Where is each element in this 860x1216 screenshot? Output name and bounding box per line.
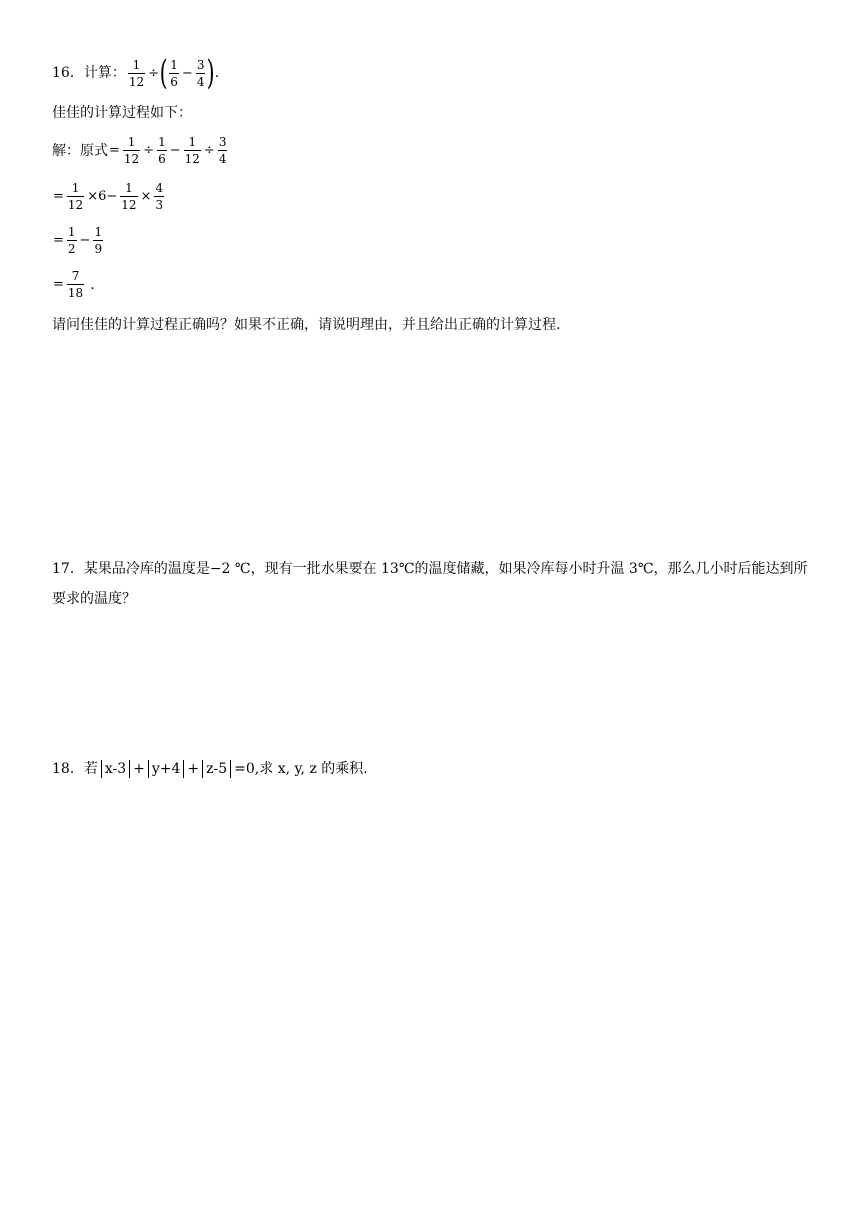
fraction: $\frac{1}{12}$ [128,57,145,89]
q18-prefix: 18．若 [52,761,98,777]
solution-step-1: 解：原式 = $\frac{1}{12}$ ÷ $\frac{1}{6}$ − $\frac{1}{12}$ ÷ $\frac{3}{4}$ [52,135,227,166]
equals-sign: = [109,143,120,158]
q17-text: 17．某果品冷库的温度是−2 ℃，现有一批水果要在 13℃的温度储藏，如果冷库每小时升温 3℃，那么几小时后能达到所要求的温度？ [52,561,808,607]
fraction: $\frac{1}{12}$ [121,181,137,212]
fraction: $\frac{7}{18}$ [67,269,84,300]
period: . [214,65,220,81]
q16-question: 请问佳佳的计算过程正确吗？如果不正确，请说明理由，并且给出正确的计算过程. [52,317,561,333]
solution-step-3: = $\frac{1}{2}$ − $\frac{1}{9}$ [53,225,103,256]
q16-label: 计算： [83,65,126,81]
fraction: $\frac{3}{4}$ [218,135,227,166]
q16-number: 16． [52,65,84,81]
abs-bar [230,760,231,778]
solution-label: 解：原式 [52,142,108,159]
fraction: $\frac{1}{9}$ [94,225,103,256]
equals-sign: = [53,189,64,204]
equals-sign: = [53,277,64,292]
fraction: $\frac{3}{4}$ [196,57,205,89]
right-paren: ) [207,53,216,93]
divide-sign: ÷ [148,65,160,81]
fraction: $\frac{1}{6}$ [158,135,166,166]
solution-step-4 [52,270,95,299]
fraction: $\frac{1}{12}$ [184,135,200,166]
fraction: $\frac{1}{2}$ [67,225,76,256]
fraction: $\frac{1}{12}$ [67,181,84,212]
fraction: $\frac{1}{12}$ [123,135,140,166]
q16-header [52,53,220,93]
abs-bar [183,760,184,778]
solution-step-2: = $\frac{1}{12}$ ×6− $\frac{1}{12}$ × $\frac{4}{3}$ [53,181,164,212]
abs-bar [148,760,149,778]
minus-sign: − [181,65,193,81]
q16-intro: 佳佳的计算过程如下： [52,105,192,121]
abs-bar [129,760,130,778]
equals-sign: = [53,233,64,248]
q18-suffix: =0,求 x, y, z 的乘积. [234,761,368,777]
fraction: $\frac{4}{3}$ [155,181,164,212]
q18-text: 18．若 x-3 + y+4 + z-5 =0,求 x, y, z 的乘积. [52,761,368,777]
period: . [90,276,95,293]
abs-bar [202,760,203,778]
fraction: $\frac{1}{6}$ [170,57,178,89]
abs-bar [101,760,102,778]
left-paren: ( [159,53,168,93]
